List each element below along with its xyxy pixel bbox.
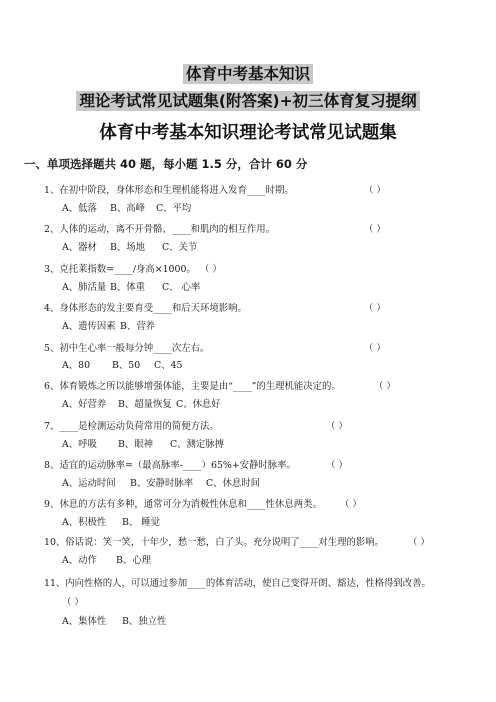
options-9 [62,514,160,528]
options-7 [62,436,224,450]
options-4 [62,318,155,332]
question-4: 4、身体形态的发主要育受____和后天环境影响。 [44,303,247,314]
option-b: B、超量恢复 [118,399,172,410]
option-a: A、集体性 [62,616,107,627]
option-c: C、平均 [156,203,192,214]
title-line-1-text: 体育中考基本知识 [183,64,313,84]
option-c: C、休息时间 [206,478,261,489]
options-11 [62,613,166,627]
option-b: B、50 [112,360,141,371]
section-heading: 一、单项选择题共 40 题，每小题 1.5 分，合计 60 分 [24,157,308,171]
option-a: A、呼吸 [62,439,97,450]
option-b: B、高峰 [110,203,146,214]
option-a: A、运动时间 [62,478,116,489]
answer-paren-5: （ ） [364,343,386,354]
question-5: 5、初中生心率一般每分钟____次左右。 [44,343,210,354]
option-c: C、关节 [162,242,198,253]
question-9: 9、休息的方法有多种，通常可分为消极性休息和____性休息两类。 [44,499,322,510]
options-10 [62,552,151,566]
options-8 [62,475,260,489]
option-b: B、体重 [110,282,146,293]
option-a: A、80 [62,360,91,371]
question-7: 7、____是检测运动负荷常用的简便方法。 [44,421,219,432]
title-line-1 [0,62,496,84]
question-6: 6、体育锻炼之所以能够增强体能，主要是由“____”的生理机能决定的。 [44,381,341,392]
document-title: 体育中考基本知识理论考试常见试题集 [99,123,397,143]
option-c: C、测定脉搏 [170,439,225,450]
answer-paren-8: （ ） [326,460,348,471]
question-8: 8、适宜的运动脉率=（最高脉率-____）65%+安静时脉率。 [44,460,296,471]
question-11-text: 11、内向性格的人，可以通过参加____的体育活动，使自己变得开朗、豁达，性格得到改善。 [44,578,431,589]
option-a: A、积极性 [62,517,107,528]
question-2: 2、人体的运动，离不开骨骼、____和肌肉的相互作用。 [44,224,275,235]
option-c: C、 心率 [162,282,201,293]
option-b: B、独立性 [122,616,167,627]
title-line-2-text: 理论考试常见试题集(附答案)+初三体育复习提纲 [76,91,419,111]
answer-paren-9: （ ） [340,499,362,510]
option-b: B、心理 [116,555,152,566]
option-c: C、休息好 [176,399,221,410]
answer-paren-10: （ ） [408,537,430,548]
option-a: A、动作 [62,555,97,566]
answer-paren-1: （ ） [364,185,386,196]
answer-paren-6: （ ） [374,381,396,392]
question-1: 1、在初中阶段，身体形态和生理机能将进入发育____时期。 [44,185,294,196]
option-a: A、遗传因素 [62,321,116,332]
options-6 [62,396,221,410]
option-a: A、低落 [62,203,97,214]
option-b: B、场地 [110,242,146,253]
question-10: 10、俗话说：笑一笑，十年少，愁一愁，白了头。充分说明了____对生理的影响。 [44,537,385,548]
options-5 [62,357,182,371]
option-b: B、安静时脉率 [130,478,194,489]
option-b: B、营养 [120,321,156,332]
option-b: B、眼神 [118,439,154,450]
option-b: B、 睡觉 [122,517,160,528]
question-11 [44,573,484,594]
title-line-2 [0,89,496,111]
answer-paren-4: （ ） [364,303,386,314]
options-1 [62,200,191,214]
answer-paren-2: （ ） [364,224,386,235]
options-3 [62,279,200,293]
answer-paren-3: （ ） [200,264,222,275]
option-a: A、器材 [62,242,97,253]
question-3: 3、克托莱指数=____/身高×1000。 [44,264,196,275]
option-c: C、45 [154,360,183,371]
option-a: A、肺活量 [62,282,107,293]
answer-paren-7: （ ） [326,421,348,432]
answer-paren-11: （ ） [62,597,84,608]
options-2 [62,239,197,253]
option-a: A、好营养 [62,399,107,410]
